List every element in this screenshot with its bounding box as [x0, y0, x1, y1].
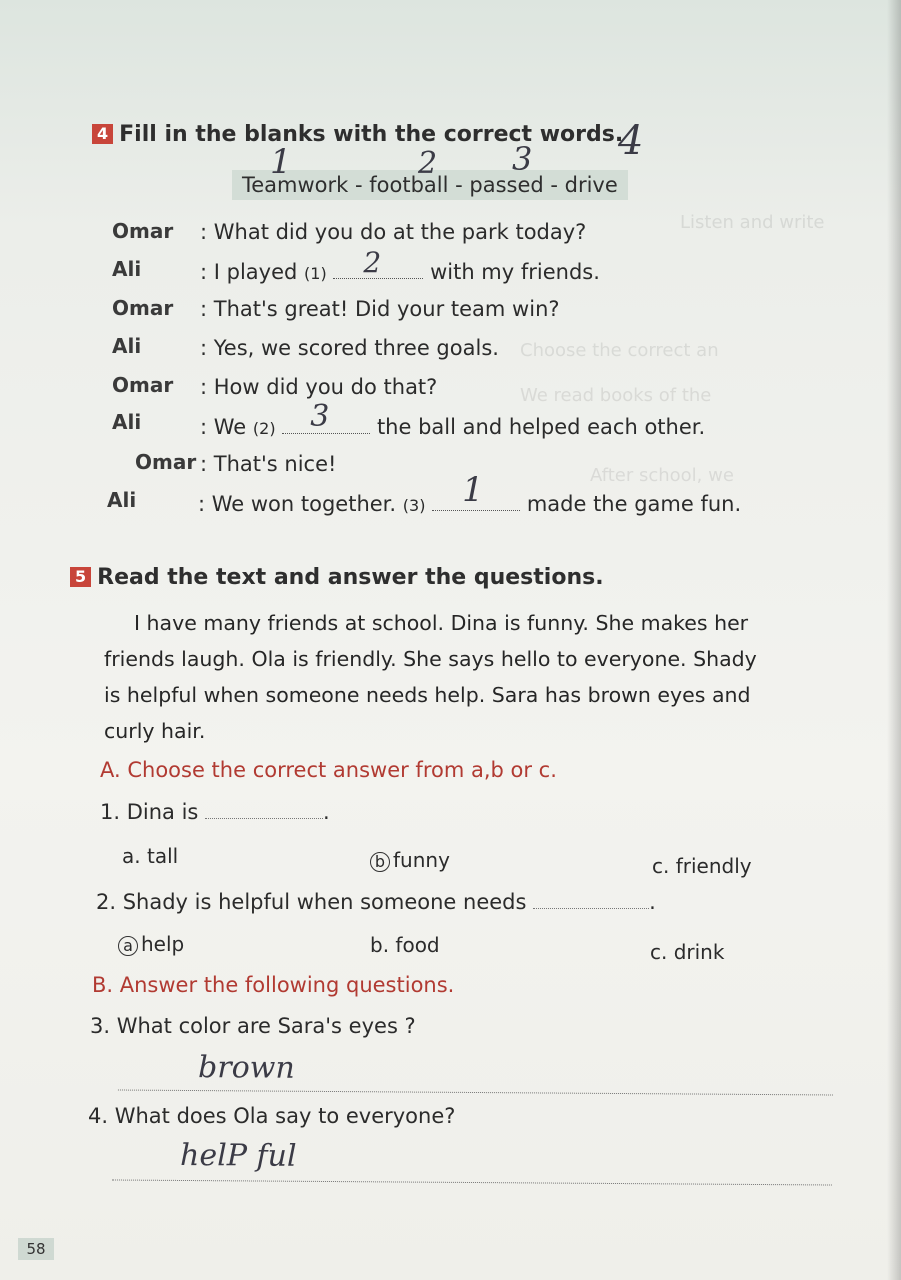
option-b-selected[interactable]: [370, 848, 450, 872]
option-a-selected[interactable]: [118, 932, 184, 956]
question-1: [100, 800, 330, 824]
part-b-title: B. Answer the following questions.: [92, 973, 455, 997]
option-a[interactable]: a. tall: [122, 844, 179, 868]
bleed-through-text: We read books of the: [520, 385, 712, 406]
passage-line: curly hair.: [104, 719, 206, 743]
dialog-line: [200, 399, 706, 439]
dialog-text: : I played: [200, 260, 298, 284]
blank-number: (2): [252, 419, 276, 438]
dialog-line: : How did you do that?: [200, 375, 438, 399]
dialog-text: : We won together.: [198, 492, 397, 516]
question-text: 1. Dina is: [100, 800, 199, 824]
speaker-ali: Ali: [112, 410, 142, 434]
answer-line-3[interactable]: [118, 1050, 833, 1096]
speaker-omar: Omar: [112, 296, 174, 320]
dialog-line: : What did you do at the park today?: [200, 220, 587, 244]
dialog-text: with my friends.: [430, 260, 600, 284]
passage-line: friends laugh. Ola is friendly. She says hello to everyone. Shady: [104, 647, 757, 671]
dialog-line: : Yes, we scored three goals.: [200, 336, 499, 360]
bleed-through-text: Listen and write: [680, 212, 825, 233]
handwritten-box-mark: 3: [512, 140, 533, 178]
question-end: .: [323, 800, 330, 824]
dialog-text: the ball and helped each other.: [376, 415, 706, 439]
reading-passage: [104, 605, 824, 749]
exercise-5-heading: Read the text and answer the questions.: [97, 565, 604, 590]
exercise-number-badge: 5: [70, 567, 91, 587]
speaker-omar: Omar: [135, 450, 197, 474]
question-4: 4. What does Ola say to everyone?: [88, 1104, 456, 1128]
speaker-omar: Omar: [112, 219, 174, 243]
dialog-text: made the game fun.: [526, 492, 742, 516]
answer-blank-3[interactable]: [432, 470, 520, 511]
passage-line: is helpful when someone needs help. Sara has brown eyes and: [104, 683, 751, 707]
question-2: [96, 890, 656, 914]
dialog-line: : That's nice!: [200, 452, 337, 476]
exercise-number-badge: 4: [92, 124, 113, 144]
handwritten-answer: 3: [310, 399, 330, 434]
option-label: help: [141, 932, 185, 956]
bleed-through-text: After school, we: [590, 465, 734, 486]
handwritten-answer: brown: [197, 1050, 295, 1086]
answer-blank-2[interactable]: [282, 399, 370, 434]
word-box-text: Teamwork - football - passed - drive: [242, 173, 618, 197]
option-c[interactable]: c. drink: [650, 940, 725, 964]
speaker-ali: Ali: [112, 257, 142, 281]
speaker-ali: Ali: [112, 334, 142, 358]
handwritten-margin-mark: 4: [618, 118, 644, 164]
bleed-through-text: Choose the correct an: [520, 340, 719, 361]
question-text: 2. Shady is helpful when someone needs: [96, 890, 527, 914]
question-3: 3. What color are Sara's eyes ?: [90, 1014, 416, 1038]
question-blank[interactable]: [533, 890, 649, 909]
part-a-title: A. Choose the correct answer from a,b or c.: [100, 758, 557, 782]
handwritten-box-mark: 1: [270, 142, 292, 182]
handwritten-answer: 2: [363, 246, 382, 279]
handwritten-box-mark: 2: [418, 146, 438, 181]
page-number: 58: [18, 1238, 54, 1260]
option-c[interactable]: c. friendly: [652, 854, 752, 878]
handwritten-answer: helP ful: [179, 1137, 297, 1174]
exercise-4-heading: Fill in the blanks with the correct words.: [119, 122, 624, 147]
option-b[interactable]: b. food: [370, 933, 440, 957]
speaker-ali: Ali: [107, 488, 137, 512]
question-blank[interactable]: [205, 800, 323, 819]
question-end: .: [649, 890, 656, 914]
passage-line: I have many friends at school. Dina is funny. She makes her: [134, 611, 749, 635]
blank-number: (3): [402, 496, 426, 515]
selected-circle-mark: a: [118, 936, 138, 956]
answer-line-4[interactable]: [112, 1137, 832, 1185]
option-label: funny: [393, 848, 450, 872]
dialog-line: : That's great! Did your team win?: [200, 297, 560, 321]
dialog-line: [200, 246, 600, 284]
blank-number: (1): [304, 264, 327, 283]
exercise-5-title: [70, 565, 604, 590]
exercise-4-title: [92, 122, 623, 147]
speaker-omar: Omar: [112, 373, 174, 397]
selected-circle-mark: b: [370, 852, 390, 872]
handwritten-answer: 1: [462, 470, 484, 510]
dialog-text: : We: [200, 415, 247, 439]
answer-blank-1[interactable]: [333, 246, 423, 279]
page-binding-shadow: [887, 0, 901, 1280]
